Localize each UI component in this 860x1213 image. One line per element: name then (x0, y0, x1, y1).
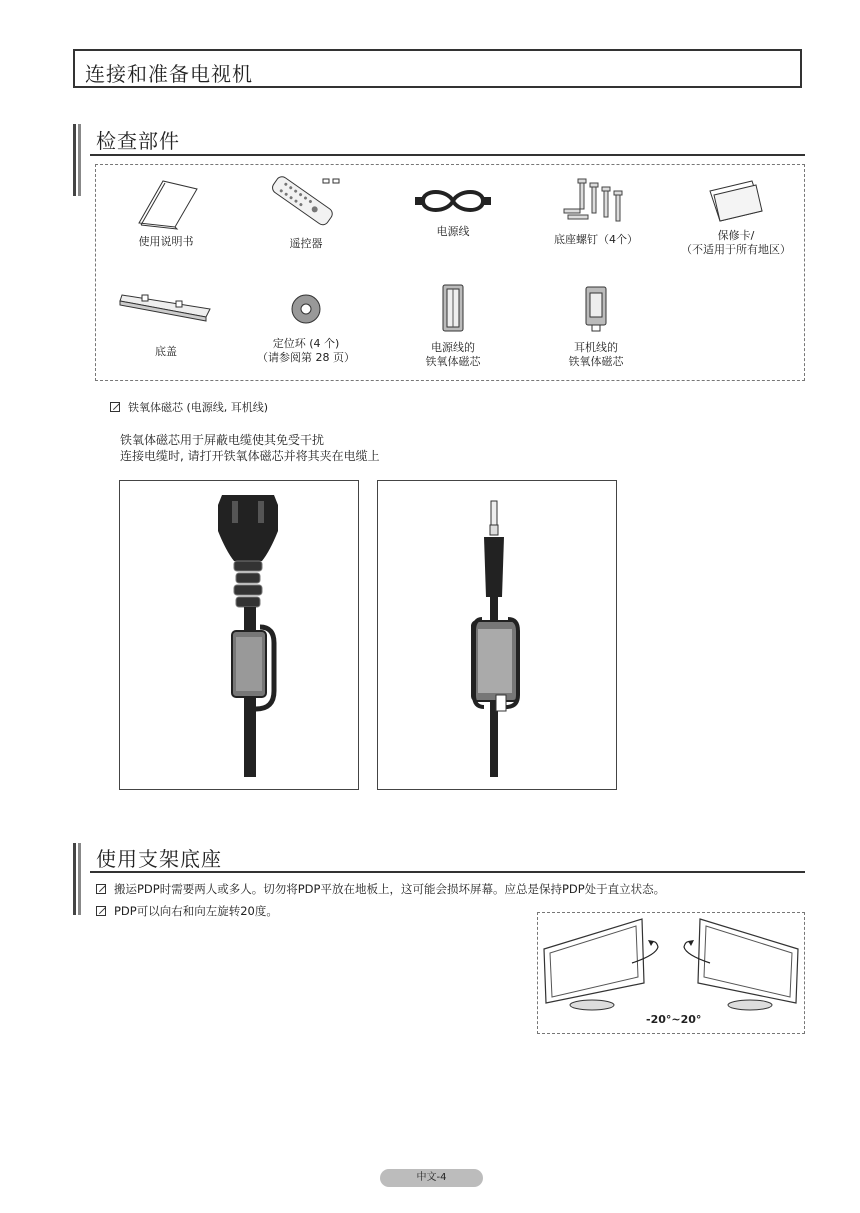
part-label-note: 铁氧体磁芯 (425, 355, 481, 368)
stand-section-title: 使用支架底座 (96, 847, 222, 871)
holder-ring-icon (286, 289, 326, 329)
screws-icon (556, 173, 636, 229)
section-rule (90, 154, 805, 156)
rotation-label: -20°~20° (646, 1013, 702, 1026)
part-label: 底盖 (155, 345, 177, 358)
page-title-box (73, 49, 802, 88)
power-cord-icon (413, 181, 493, 221)
part-label: 底座螺钉（4个） (554, 233, 638, 246)
part-manual (96, 175, 236, 249)
part-label: 使用说明书 (138, 235, 194, 248)
tv-rotated-right-icon (698, 919, 798, 1010)
power-cord-ferrite-image (119, 480, 359, 790)
earphone-ferrite-icon (576, 283, 616, 339)
part-base-cover (96, 283, 236, 359)
section-rule (90, 871, 805, 873)
ferrite-note-line1: 铁氧体磁芯用于屏蔽电缆使其免受干扰 (120, 433, 325, 447)
part-holder-ring (236, 289, 376, 365)
part-label-note: 铁氧体磁芯 (568, 355, 624, 368)
part-earphone-ferrite (526, 283, 666, 369)
section-marker (73, 124, 81, 196)
part-label-note: （不适用于所有地区） (681, 243, 791, 256)
section-marker (73, 843, 81, 915)
warranty-card-icon (696, 177, 776, 225)
ferrite-note-heading-text: 铁氧体磁芯 (电源线, 耳机线) (128, 401, 269, 414)
part-label: 电源线的 (431, 341, 475, 354)
earphone-ferrite-image (377, 480, 617, 790)
note-icon (96, 906, 106, 916)
tv-rotated-left-icon (544, 919, 644, 1010)
page-number-badge: 中文-4 (380, 1169, 483, 1187)
part-remote (236, 171, 376, 251)
part-warranty-card (666, 177, 806, 257)
power-plug-ferrite-illustration (120, 481, 358, 789)
part-label: 耳机线的 (574, 341, 618, 354)
ferrite-note-heading (110, 400, 268, 416)
rotation-illustration-box (537, 912, 805, 1034)
part-label-note: （请参阅第 28 页） (257, 351, 355, 364)
note-icon (96, 884, 106, 894)
note-icon (110, 402, 120, 412)
stand-note-1 (96, 881, 665, 897)
stand-note-2 (96, 903, 278, 919)
parts-box (95, 164, 805, 381)
manual-icon (131, 175, 201, 231)
stand-note-1-text: 搬运PDP时需要两人或多人。切勿将PDP平放在地板上，这可能会损坏屏幕。应总是保持PDP处于直立状态。 (114, 882, 666, 896)
stand-note-2-text: PDP可以向右和向左旋转20度。 (114, 904, 278, 918)
part-label: 电源线 (436, 225, 470, 238)
part-label: 保修卡/ (717, 229, 755, 242)
part-label: 遥控器 (289, 237, 323, 250)
parts-section-title: 检查部件 (96, 129, 180, 153)
base-cover-icon (116, 283, 216, 327)
power-cord-ferrite-icon (433, 281, 473, 337)
remote-control-icon (261, 171, 351, 233)
earphone-plug-ferrite-illustration (378, 481, 616, 789)
part-power-cord-ferrite (383, 281, 523, 369)
ferrite-note-line2: 连接电缆时, 请打开铁氧体磁芯并将其夹在电缆上 (120, 449, 380, 463)
page-title: 连接和准备电视机 (85, 62, 253, 86)
part-power-cord (383, 181, 523, 239)
part-label: 定位环 (4 个) (272, 337, 340, 350)
part-screws (526, 173, 666, 247)
